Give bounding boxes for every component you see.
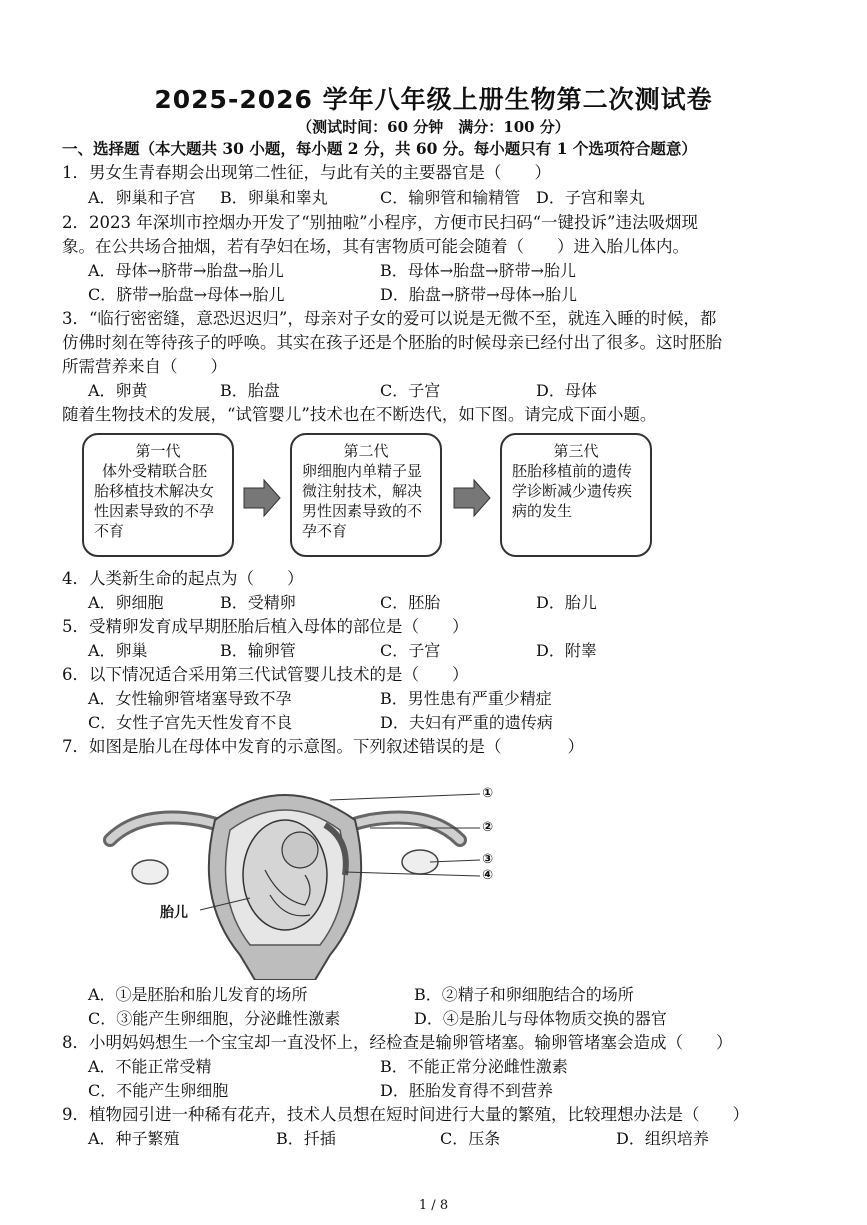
question-6-stem: 6．以下情况适合采用第三代试管婴儿技术的是（ ） (62, 665, 469, 684)
q4-option-b[interactable]: B．受精卵 (220, 593, 296, 612)
q6-option-d[interactable]: D．夫妇有严重的遗传病 (380, 713, 553, 732)
question-8-stem: 8．小明妈妈想生一个宝宝却一直没怀上，经检查是输卵管堵塞。输卵管堵塞会造成（ ） (62, 1033, 733, 1052)
q5-option-d[interactable]: D．附睾 (536, 641, 597, 660)
question-2-stem-line2: 象。在公共场合抽烟，若有孕妇在场，其有害物质可能会随着（ ）进入胎儿体内。 (62, 237, 689, 256)
generation-3-text-1: 胚胎移植前的遗传 (512, 462, 633, 480)
generation-1-text-1: 体外受精联合胚 (102, 462, 208, 480)
q1-option-d[interactable]: D．子宫和睾丸 (536, 188, 645, 207)
generation-1-title: 第一代 (135, 442, 181, 460)
q3-option-b[interactable]: B．胎盘 (220, 381, 280, 400)
q4-option-a[interactable]: A．卵细胞 (88, 593, 164, 612)
uterus-fetus-diagram (100, 780, 520, 980)
diagram-label-4: ④ (482, 868, 494, 883)
generation-1-text-3: 性因素导致的不孕 (94, 502, 215, 520)
q1-option-b[interactable]: B．卵巢和睾丸 (220, 188, 328, 207)
q3-option-c[interactable]: C．子宫 (380, 381, 441, 400)
q2-option-c[interactable]: C．脐带→胎盘→母体→胎儿 (88, 285, 285, 304)
page-number: 1 / 8 (418, 1198, 449, 1213)
q5-option-c[interactable]: C．子宫 (380, 641, 441, 660)
question-9-stem: 9．植物园引进一种稀有花卉，技术人员想在短时间进行大量的繁殖，比较理想办法是（ ） (62, 1105, 749, 1124)
generation-2-text-4: 孕不育 (302, 522, 348, 540)
generation-2-text-2: 微注射技术，解决 (302, 482, 423, 500)
q9-option-d[interactable]: D．组织培养 (616, 1129, 709, 1148)
q9-option-c[interactable]: C．压条 (440, 1129, 501, 1148)
question-7-stem: 7．如图是胎儿在母体中发育的示意图。下列叙述错误的是（ ） (62, 737, 584, 756)
question-1-stem: 1．男女生青春期会出现第二性征，与此有关的主要器官是（ ） (62, 163, 551, 182)
q3-option-a[interactable]: A．卵黄 (88, 381, 148, 400)
q4-option-d[interactable]: D．胎儿 (536, 593, 597, 612)
generation-3-box (500, 433, 652, 557)
diagram-label-2: ② (482, 820, 494, 835)
question-5-stem: 5．受精卵发育成早期胚胎后植入母体的部位是（ ） (62, 617, 469, 636)
q8-option-b[interactable]: B．不能正常分泌雌性激素 (380, 1057, 568, 1076)
q8-option-c[interactable]: C．不能产生卵细胞 (88, 1081, 229, 1100)
q2-option-a[interactable]: A．母体→脐带→胎盘→胎儿 (88, 261, 284, 280)
question-4-stem: 4．人类新生命的起点为（ ） (62, 569, 304, 588)
generation-1-box (82, 433, 234, 557)
generation-1-text-4: 不育 (94, 522, 125, 540)
q2-option-b[interactable]: B．母体→胎盘→脐带→胎儿 (380, 261, 576, 280)
page-title: 2025-2026 学年八年级上册生物第二次测试卷 (154, 85, 713, 114)
material-intro: 随着生物技术的发展，“试管婴儿”技术也在不断迭代，如下图。请完成下面小题。 (62, 405, 657, 424)
q8-option-d[interactable]: D．胚胎发育得不到营养 (380, 1081, 553, 1100)
q7-option-b[interactable]: B．②精子和卵细胞结合的场所 (414, 985, 634, 1004)
q1-option-c[interactable]: C．输卵管和输精管 (380, 188, 521, 207)
q7-option-d[interactable]: D．④是胎儿与母体物质交换的器官 (414, 1009, 667, 1028)
q4-option-c[interactable]: C．胚胎 (380, 593, 441, 612)
question-3-stem-line2: 仿佛时刻在等待孩子的呼唤。其实在孩子还是个胚胎的时候母亲已经付出了很多。这时胚胎 (62, 333, 722, 352)
arrow-right-icon (452, 478, 492, 518)
q6-option-c[interactable]: C．女性子宫先天性发育不良 (88, 713, 293, 732)
diagram-label-3: ③ (482, 852, 494, 867)
generation-1-text-2: 胎移植技术解决女 (94, 482, 215, 500)
generation-2-text-1: 卵细胞内单精子显 (302, 462, 423, 480)
q9-option-b[interactable]: B．扦插 (276, 1129, 336, 1148)
q1-option-a[interactable]: A．卵巢和子宫 (88, 188, 196, 207)
arrow-right-icon (242, 478, 282, 518)
q7-option-c[interactable]: C．③能产生卵细胞，分泌雌性激素 (88, 1009, 341, 1028)
generation-2-title: 第二代 (343, 442, 389, 460)
q8-option-a[interactable]: A．不能正常受精 (88, 1057, 212, 1076)
diagram-label-1: ① (482, 786, 494, 801)
q6-option-b[interactable]: B．男性患有严重少精症 (380, 689, 552, 708)
generation-3-text-3: 病的发生 (512, 502, 573, 520)
q5-option-a[interactable]: A．卵巢 (88, 641, 148, 660)
fetus-label: 胎儿 (160, 905, 188, 921)
q7-option-a[interactable]: A．①是胚胎和胎儿发育的场所 (88, 985, 308, 1004)
generation-2-text-3: 男性因素导致的不 (302, 502, 423, 520)
question-3-stem-line3: 所需营养来自（ ） (62, 357, 227, 376)
generation-2-box (290, 433, 442, 557)
question-2-stem-line1: 2．2023 年深圳市控烟办开发了“别抽啦”小程序，方便市民扫码“一键投诉”违法吸烟现 (62, 213, 698, 232)
q3-option-d[interactable]: D．母体 (536, 381, 597, 400)
q6-option-a[interactable]: A．女性输卵管堵塞导致不孕 (88, 689, 292, 708)
q5-option-b[interactable]: B．输卵管 (220, 641, 296, 660)
section-heading: 一、选择题（本大题共 30 小题，每小题 2 分，共 60 分。每小题只有 1 个选项符合题意） (62, 139, 697, 158)
generation-3-title: 第三代 (553, 442, 599, 460)
exam-info: （测试时间：60 分钟 满分：100 分） (297, 118, 570, 136)
generation-3-text-2: 学诊断减少遗传疾 (512, 482, 633, 500)
q2-option-d[interactable]: D．胎盘→脐带→母体→胎儿 (380, 285, 578, 304)
q9-option-a[interactable]: A．种子繁殖 (88, 1129, 180, 1148)
question-3-stem-line1: 3．“临行密密缝，意恐迟迟归”，母亲对子女的爱可以说是无微不至，就连入睡的时候，都 (62, 309, 717, 328)
